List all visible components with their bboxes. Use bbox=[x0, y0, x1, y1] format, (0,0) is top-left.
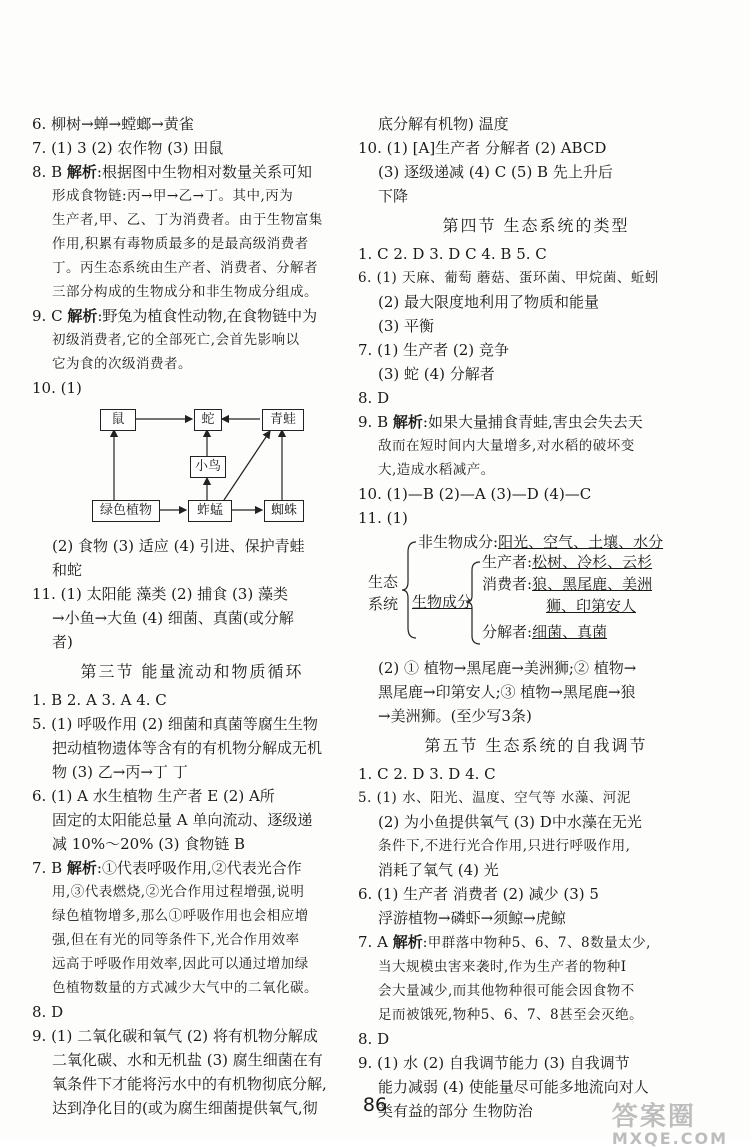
answer-6b-line: 固定的太阳能总量 A 单向流动、逐级递 bbox=[52, 811, 313, 829]
node-spider: 蜘蛛 bbox=[264, 500, 304, 522]
analysis-label: 解析 bbox=[66, 859, 97, 877]
node-grasshopper: 蚱蜢 bbox=[188, 500, 232, 522]
answer-8b: 8. D bbox=[32, 1003, 64, 1021]
answer-7c: 7. (1) 生产者 (2) 竞争 bbox=[358, 341, 509, 359]
producer-label: 生产者: bbox=[482, 553, 533, 571]
answer-11c-line: (2) ① 植物→黑尾鹿→美洲狮;② 植物→ bbox=[378, 659, 637, 677]
answer-7b-choice: 7. B bbox=[32, 859, 67, 877]
analysis-label: 解析 bbox=[67, 307, 98, 325]
answer-7d-choice: 7. A bbox=[358, 933, 393, 951]
answer-7d-line: 当大规模虫害来袭时,作为生产者的物种Ⅰ bbox=[378, 959, 627, 975]
answer-9c-line: 敌而在短时间内大量增多,对水稻的破坏变 bbox=[378, 438, 635, 454]
answer-11c-line: 黑尾鹿→印第安人;③ 植物→黑尾鹿→狼 bbox=[378, 683, 636, 701]
answer-7d-text: :甲群落中物种5、6、7、8数量太少, bbox=[422, 935, 651, 951]
answer-7b-text: :①代表呼吸作用,②代表光合作 bbox=[96, 859, 302, 877]
answer-9c-choice: 9. B bbox=[358, 413, 393, 431]
answer-6b-line: 减 10%～20% (3) 食物链 B bbox=[52, 835, 246, 853]
answer-8-line: 生产者,甲、乙、丁为消费者。由于生物富集 bbox=[52, 212, 323, 228]
tree-root-line2: 系统 bbox=[368, 595, 399, 613]
answer-1-5: 1. C 2. D 3. D C 4. B 5. C bbox=[358, 245, 547, 263]
answer-9d-line: 类有益的部分 生物防治 bbox=[378, 1102, 533, 1120]
answer-10-line: 和蛇 bbox=[52, 561, 83, 579]
answer-5c-line: 消耗了氧气 (4) 光 bbox=[378, 861, 499, 879]
answer-6c: 6. (1) 天麻、葡萄 蘑菇、蛋环菌、甲烷菌、蚯蚓 bbox=[358, 270, 659, 286]
node-snake: 蛇 bbox=[194, 409, 222, 431]
answer-5c-line: 条件下,不进行光合作用,只进行呼吸作用, bbox=[378, 838, 631, 854]
node-frog: 青蛙 bbox=[262, 409, 304, 431]
answer-6c-line: (3) 平衡 bbox=[378, 317, 435, 335]
answer-10: 10. (1) bbox=[32, 379, 82, 397]
left-column bbox=[32, 112, 352, 1120]
answer-8 bbox=[32, 160, 352, 184]
answer-9b-line: 二氧化碳、水和无机盐 (3) 腐生细菌在有 bbox=[52, 1051, 323, 1069]
answer-8-line: 作用,积累有毒物质最多的是最高级消费者 bbox=[52, 236, 309, 252]
tree-consumer-cont: 狮、印第安人 bbox=[546, 597, 637, 615]
answer-8c: 8. D bbox=[358, 389, 390, 407]
analysis-label: 解析 bbox=[392, 933, 423, 951]
tree-root-line1: 生态 bbox=[368, 573, 399, 591]
section-title-3: 第三节 能量流动和物质循环 bbox=[80, 662, 304, 681]
decomposer-label: 分解者: bbox=[482, 623, 533, 641]
nonbio-items: 阳光、空气、土壤、水分 bbox=[498, 533, 664, 551]
answer-7b-line: 强,但在有光的同等条件下,光合作用效率 bbox=[52, 932, 300, 948]
answer-11: 11. (1) 太阳能 藻类 (2) 捕食 (3) 藻类 bbox=[32, 585, 288, 603]
answer-1-4c: 1. C 2. D 3. D 4. C bbox=[358, 765, 496, 783]
answer-7d-line: 会大量减少,而其他物种很可能会因食物不 bbox=[378, 983, 635, 999]
answer-9b-cont: 底分解有机物) 温度 bbox=[378, 115, 509, 133]
answer-10b-line: (3) 逐级递减 (4) C (5) B 先上升后 bbox=[378, 163, 613, 181]
answer-8-line: 形成食物链:丙→甲→乙→丁。其中,丙为 bbox=[52, 188, 294, 204]
answer-5c-line: (2) 为小鱼提供氧气 (3) D中水藻在无光 bbox=[378, 813, 642, 831]
tree-consumer bbox=[482, 574, 652, 594]
decomposer-items: 细菌、真菌 bbox=[532, 623, 608, 641]
answer-8-text: :根据图中生物相对数量关系可知 bbox=[96, 163, 312, 181]
answer-6b: 6. (1) A 水生植物 生产者 E (2) A所 bbox=[32, 787, 275, 805]
answer-7c-line: (3) 蛇 (4) 分解者 bbox=[378, 365, 495, 383]
answer-9-line: 它为食的次级消费者。 bbox=[52, 356, 192, 372]
answer-7d-line: 足而被饿死,物种5、6、7、8甚至会灭绝。 bbox=[378, 1007, 644, 1023]
answer-8-line: 丁。丙生态系统由生产者、消费者、分解者 bbox=[52, 260, 318, 276]
answer-9c-line: 大,造成水稻减产。 bbox=[378, 462, 495, 478]
consumer-items: 狼、黑尾鹿、美洲 bbox=[532, 575, 653, 593]
producer-items: 松树、冷杉、云杉 bbox=[532, 553, 653, 571]
answer-6: 6. 柳树→蝉→螳螂→黄雀 bbox=[32, 115, 194, 133]
analysis-label: 解析 bbox=[392, 413, 423, 431]
answer-1-4: 1. B 2. A 3. A 4. C bbox=[32, 691, 167, 709]
nonbio-label: 非生物成分: bbox=[418, 533, 499, 551]
answer-10b: 10. (1) [A]生产者 分解者 (2) ABCD bbox=[358, 139, 607, 157]
answer-9d-line: 能力减弱 (4) 使能量尽可能多地流向对人 bbox=[378, 1078, 649, 1096]
food-web-diagram bbox=[92, 404, 352, 526]
answer-9b-line: 达到净化目的(或为腐生细菌提供氧气,彻 bbox=[52, 1099, 318, 1117]
section-title-4: 第四节 生态系统的类型 bbox=[442, 216, 630, 235]
answer-9-text: :野兔为植食性动物,在食物链中为 bbox=[97, 307, 318, 325]
tree-producer bbox=[482, 552, 652, 572]
node-green-plant: 绿色植物 bbox=[92, 500, 160, 522]
answer-11c-line: →美洲狮。(至少写3条) bbox=[378, 707, 532, 725]
answer-9 bbox=[32, 304, 352, 328]
answer-10c: 10. (1)—B (2)—A (3)—D (4)—C bbox=[358, 485, 592, 503]
answer-9b-line: 氧条件下才能将污水中的有机物彻底分解, bbox=[52, 1075, 327, 1093]
watermark-logo bbox=[612, 1096, 728, 1148]
answer-7b-line: 色植物数量的方式减少大气中的二氧化碳。 bbox=[52, 980, 318, 996]
answer-9c bbox=[358, 410, 714, 434]
answer-9c-text: :如果大量捕食青蛙,害虫会失去天 bbox=[422, 413, 643, 431]
section-title-5: 第五节 生态系统的自我调节 bbox=[424, 736, 648, 755]
answer-6d-line: 浮游植物→磷虾→须鲸→虎鲸 bbox=[378, 909, 566, 927]
answer-7b bbox=[32, 856, 352, 880]
node-bird: 小鸟 bbox=[190, 456, 226, 478]
tree-nonbio bbox=[418, 532, 663, 552]
tree-decomposer bbox=[482, 622, 607, 642]
answer-11c: 11. (1) bbox=[358, 509, 408, 527]
answer-7b-line: 用,③代表燃烧,②光合作用过程增强,说明 bbox=[52, 884, 305, 900]
node-mouse: 鼠 bbox=[100, 409, 136, 431]
analysis-label: 解析 bbox=[66, 163, 97, 181]
answer-6c-line: (2) 最大限度地利用了物质和能量 bbox=[378, 293, 600, 311]
answer-10b-line: 下降 bbox=[378, 187, 409, 205]
watermark-top: 答案圈 bbox=[611, 1102, 696, 1132]
answer-5-line: 物 (3) 乙→丙→丁 丁 bbox=[52, 763, 188, 781]
answer-7b-line: 绿色植物增多,那么①呼吸作用也会相应增 bbox=[52, 908, 309, 924]
consumer-label: 消费者: bbox=[482, 575, 533, 593]
answer-7b-line: 远高于呼吸作用效率,因此可以通过增加绿 bbox=[52, 956, 309, 972]
answer-9b: 9. (1) 二氧化碳和氧气 (2) 将有机物分解成 bbox=[32, 1027, 318, 1045]
answer-5: 5. (1) 呼吸作用 (2) 细菌和真菌等腐生生物 bbox=[32, 715, 318, 733]
page-number: 86 bbox=[362, 1094, 388, 1116]
answer-9d: 9. (1) 水 (2) 自我调节能力 (3) 自我调节 bbox=[358, 1054, 630, 1072]
answer-7: 7. (1) 3 (2) 农作物 (3) 田鼠 bbox=[32, 139, 224, 157]
answer-6d: 6. (1) 生产者 消费者 (2) 减少 (3) 5 bbox=[358, 885, 599, 903]
answer-8-line: 三部分构成的生物成分和非生物成分组成。 bbox=[52, 284, 318, 300]
answer-8-choice: 8. B bbox=[32, 163, 67, 181]
answer-11-line: →小鱼→大鱼 (4) 细菌、真菌(或分解 bbox=[52, 609, 294, 627]
answer-10-line: (2) 食物 (3) 适应 (4) 引进、保护青蛙 bbox=[52, 537, 305, 555]
answer-11-line: 者) bbox=[52, 633, 73, 651]
answer-9-choice: 9. C bbox=[32, 307, 68, 325]
tree-bio-label: 生物成分 bbox=[412, 593, 473, 611]
ecosystem-tree-diagram bbox=[368, 532, 708, 650]
answer-7d bbox=[358, 930, 714, 955]
right-column bbox=[358, 112, 714, 1123]
answer-8d: 8. D bbox=[358, 1030, 390, 1048]
answer-5-line: 把动植物遗体等含有的有机物分解成无机 bbox=[52, 739, 323, 757]
answer-9-line: 初级消费者,它的全部死亡,会首先影响以 bbox=[52, 332, 300, 348]
answer-5c: 5. (1) 水、阳光、温度、空气等 水藻、河泥 bbox=[358, 790, 631, 806]
watermark-bottom: MXQE.COM bbox=[611, 1129, 728, 1148]
